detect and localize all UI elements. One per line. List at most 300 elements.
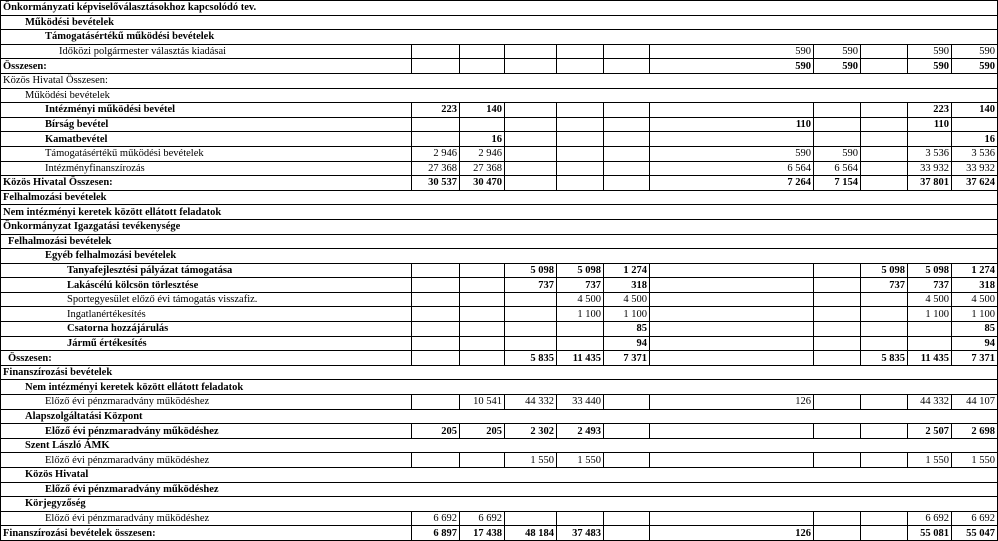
value-cell: [557, 30, 604, 45]
value-cell: [412, 336, 460, 351]
value-cell: [861, 205, 908, 220]
value-cell: [861, 365, 908, 380]
value-cell: [604, 424, 650, 439]
value-cell: [604, 59, 650, 74]
value-cell: [557, 117, 604, 132]
table-row: [1, 88, 998, 103]
value-cell: 27 368: [412, 161, 460, 176]
value-cell: [861, 190, 908, 205]
value-cell: [557, 205, 604, 220]
value-cell: [557, 511, 604, 526]
value-cell: [814, 1, 861, 16]
value-cell: [908, 205, 952, 220]
value-cell: 4 500: [604, 292, 650, 307]
value-cell: [604, 73, 650, 88]
value-cell: [952, 15, 998, 30]
value-cell: [814, 365, 861, 380]
value-cell: 1 550: [952, 453, 998, 468]
table-row: [1, 146, 998, 161]
value-cell: [814, 117, 861, 132]
value-cell: [861, 1, 908, 16]
value-cell: 37 801: [908, 176, 952, 191]
value-cell: 1 274: [604, 263, 650, 278]
value-cell: 17 438: [460, 526, 505, 541]
row-label: Finanszírozási bevételek: [1, 365, 412, 380]
table-row: [1, 263, 998, 278]
value-cell: 48 184: [505, 526, 557, 541]
value-cell: [505, 307, 557, 322]
value-cell: [650, 409, 814, 424]
value-cell: [814, 292, 861, 307]
row-label: Sportegyesület előző évi támogatás visszafiz.: [1, 292, 412, 307]
value-cell: [650, 497, 814, 512]
row-label: Előző évi pénzmaradvány működéshez: [1, 511, 412, 526]
value-cell: [412, 88, 460, 103]
value-cell: [412, 307, 460, 322]
value-cell: [460, 234, 505, 249]
value-cell: [814, 103, 861, 118]
row-label: Önkormányzat Igazgatási tevékenysége: [1, 219, 412, 234]
value-cell: [460, 44, 505, 59]
value-cell: [557, 1, 604, 16]
value-cell: [861, 511, 908, 526]
value-cell: [557, 146, 604, 161]
value-cell: [861, 176, 908, 191]
value-cell: [861, 117, 908, 132]
value-cell: [505, 15, 557, 30]
value-cell: 3 536: [952, 146, 998, 161]
value-cell: [952, 497, 998, 512]
value-cell: 33 932: [952, 161, 998, 176]
value-cell: [814, 263, 861, 278]
value-cell: 7 264: [650, 176, 814, 191]
value-cell: [908, 468, 952, 483]
table-row: [1, 132, 998, 147]
value-cell: [908, 365, 952, 380]
value-cell: 6 897: [412, 526, 460, 541]
value-cell: [412, 365, 460, 380]
value-cell: [861, 59, 908, 74]
row-label: Közös Hivatal Összesen:: [1, 73, 412, 88]
value-cell: 737: [908, 278, 952, 293]
value-cell: 33 440: [557, 395, 604, 410]
value-cell: [814, 190, 861, 205]
value-cell: 6 692: [952, 511, 998, 526]
value-cell: [604, 511, 650, 526]
value-cell: [557, 59, 604, 74]
value-cell: [460, 468, 505, 483]
value-cell: 205: [412, 424, 460, 439]
value-cell: [650, 511, 814, 526]
row-label: Összesen:: [1, 351, 412, 366]
value-cell: [908, 438, 952, 453]
value-cell: [650, 482, 814, 497]
value-cell: [412, 205, 460, 220]
value-cell: 37 624: [952, 176, 998, 191]
value-cell: [505, 511, 557, 526]
value-cell: [604, 44, 650, 59]
value-cell: 30 470: [460, 176, 505, 191]
value-cell: [814, 307, 861, 322]
value-cell: [604, 190, 650, 205]
value-cell: [650, 219, 814, 234]
value-cell: 110: [650, 117, 814, 132]
value-cell: [952, 205, 998, 220]
row-label: Nem intézményi keretek között ellátott feladatok: [1, 380, 412, 395]
value-cell: [814, 424, 861, 439]
value-cell: [908, 497, 952, 512]
value-cell: 737: [505, 278, 557, 293]
row-label: Közös Hivatal: [1, 468, 412, 483]
value-cell: [814, 468, 861, 483]
value-cell: [412, 395, 460, 410]
value-cell: 16: [460, 132, 505, 147]
value-cell: 1 100: [604, 307, 650, 322]
value-cell: [505, 59, 557, 74]
value-cell: 737: [861, 278, 908, 293]
row-label: Előző évi pénzmaradvány működéshez: [1, 453, 412, 468]
value-cell: [557, 336, 604, 351]
value-cell: 2 946: [412, 146, 460, 161]
value-cell: [505, 30, 557, 45]
table-row: [1, 409, 998, 424]
value-cell: [604, 395, 650, 410]
value-cell: 6 692: [412, 511, 460, 526]
value-cell: [861, 438, 908, 453]
value-cell: [604, 234, 650, 249]
row-label: Intézményi működési bevétel: [1, 103, 412, 118]
value-cell: [814, 336, 861, 351]
row-label: Tanyafejlesztési pályázat támogatása: [1, 263, 412, 278]
value-cell: [814, 234, 861, 249]
value-cell: 140: [460, 103, 505, 118]
value-cell: [557, 409, 604, 424]
value-cell: [650, 380, 814, 395]
value-cell: [861, 409, 908, 424]
value-cell: 5 098: [861, 263, 908, 278]
row-label: Támogatásértékű működési bevételek: [1, 30, 412, 45]
table-row: [1, 103, 998, 118]
value-cell: [908, 409, 952, 424]
value-cell: 27 368: [460, 161, 505, 176]
value-cell: [952, 117, 998, 132]
value-cell: [908, 219, 952, 234]
value-cell: [861, 526, 908, 541]
value-cell: [412, 15, 460, 30]
value-cell: [412, 1, 460, 16]
value-cell: [604, 146, 650, 161]
value-cell: 2 493: [557, 424, 604, 439]
value-cell: [650, 132, 814, 147]
value-cell: [650, 292, 814, 307]
value-cell: [412, 409, 460, 424]
value-cell: [557, 190, 604, 205]
value-cell: 140: [952, 103, 998, 118]
value-cell: [505, 365, 557, 380]
value-cell: [460, 365, 505, 380]
value-cell: [952, 190, 998, 205]
value-cell: [650, 234, 814, 249]
value-cell: [952, 365, 998, 380]
value-cell: [861, 132, 908, 147]
value-cell: 1 274: [952, 263, 998, 278]
table-row: [1, 176, 998, 191]
value-cell: [861, 307, 908, 322]
value-cell: [650, 88, 814, 103]
value-cell: [814, 219, 861, 234]
value-cell: [505, 482, 557, 497]
value-cell: 4 500: [557, 292, 604, 307]
table-row: [1, 1, 998, 16]
row-label: Intézményfinanszírozás: [1, 161, 412, 176]
value-cell: [861, 468, 908, 483]
value-cell: [650, 205, 814, 220]
value-cell: [908, 380, 952, 395]
value-cell: [952, 249, 998, 264]
value-cell: [460, 117, 505, 132]
row-label: Ingatlanértékesítés: [1, 307, 412, 322]
table-row: [1, 219, 998, 234]
value-cell: 737: [557, 278, 604, 293]
value-cell: [505, 103, 557, 118]
value-cell: [604, 88, 650, 103]
row-label: Jármű értékesítés: [1, 336, 412, 351]
value-cell: [412, 322, 460, 337]
value-cell: [650, 453, 814, 468]
value-cell: 5 098: [505, 263, 557, 278]
table-row: [1, 468, 998, 483]
value-cell: [861, 453, 908, 468]
value-cell: [460, 59, 505, 74]
value-cell: 94: [952, 336, 998, 351]
value-cell: [460, 482, 505, 497]
value-cell: [814, 453, 861, 468]
value-cell: [557, 468, 604, 483]
value-cell: 2 507: [908, 424, 952, 439]
value-cell: [412, 468, 460, 483]
value-cell: [952, 409, 998, 424]
value-cell: [814, 30, 861, 45]
table-row: [1, 453, 998, 468]
value-cell: [861, 292, 908, 307]
value-cell: [412, 278, 460, 293]
value-cell: 85: [604, 322, 650, 337]
value-cell: 590: [952, 44, 998, 59]
value-cell: [412, 453, 460, 468]
value-cell: [604, 103, 650, 118]
table-row: [1, 424, 998, 439]
value-cell: 44 332: [505, 395, 557, 410]
value-cell: 1 100: [908, 307, 952, 322]
value-cell: 55 081: [908, 526, 952, 541]
value-cell: 6 692: [460, 511, 505, 526]
value-cell: [557, 73, 604, 88]
value-cell: [460, 73, 505, 88]
value-cell: [412, 132, 460, 147]
value-cell: [412, 380, 460, 395]
value-cell: [604, 453, 650, 468]
value-cell: [460, 409, 505, 424]
value-cell: [460, 190, 505, 205]
value-cell: [952, 30, 998, 45]
value-cell: [908, 234, 952, 249]
row-label: Szent László ÁMK: [1, 438, 412, 453]
value-cell: [952, 380, 998, 395]
value-cell: [908, 322, 952, 337]
value-cell: [908, 249, 952, 264]
table-row: [1, 73, 998, 88]
value-cell: [861, 219, 908, 234]
table-row: [1, 438, 998, 453]
row-label: Felhalmozási bevételek: [1, 234, 412, 249]
value-cell: [412, 482, 460, 497]
value-cell: [460, 205, 505, 220]
value-cell: [814, 15, 861, 30]
value-cell: [460, 438, 505, 453]
value-cell: [908, 88, 952, 103]
value-cell: [460, 453, 505, 468]
value-cell: [861, 73, 908, 88]
value-cell: [604, 1, 650, 16]
value-cell: [650, 424, 814, 439]
table-row: [1, 59, 998, 74]
row-label: Előző évi pénzmaradvány működéshez: [1, 424, 412, 439]
value-cell: [460, 278, 505, 293]
value-cell: 44 332: [908, 395, 952, 410]
table-row: [1, 307, 998, 322]
value-cell: 5 098: [557, 263, 604, 278]
value-cell: [505, 161, 557, 176]
value-cell: [557, 438, 604, 453]
table-body: [1, 1, 998, 541]
value-cell: [557, 365, 604, 380]
value-cell: [505, 132, 557, 147]
value-cell: [952, 482, 998, 497]
value-cell: [952, 438, 998, 453]
value-cell: [650, 468, 814, 483]
table-row: [1, 190, 998, 205]
value-cell: [861, 103, 908, 118]
row-label: Felhalmozási bevételek: [1, 190, 412, 205]
value-cell: [861, 30, 908, 45]
value-cell: [460, 263, 505, 278]
value-cell: 318: [952, 278, 998, 293]
value-cell: [412, 190, 460, 205]
value-cell: [604, 176, 650, 191]
value-cell: [505, 234, 557, 249]
value-cell: [557, 249, 604, 264]
value-cell: [650, 263, 814, 278]
value-cell: 4 500: [952, 292, 998, 307]
value-cell: [604, 526, 650, 541]
value-cell: [952, 73, 998, 88]
value-cell: [814, 132, 861, 147]
value-cell: [412, 219, 460, 234]
row-label: Bírság bevétel: [1, 117, 412, 132]
value-cell: [412, 351, 460, 366]
table-row: [1, 511, 998, 526]
row-label: Működési bevételek: [1, 15, 412, 30]
row-label: Önkormányzati képviselőválasztásokhoz kapcsolódó tev.: [1, 1, 412, 16]
value-cell: 6 564: [814, 161, 861, 176]
value-cell: [505, 205, 557, 220]
table-row: [1, 205, 998, 220]
value-cell: 2 302: [505, 424, 557, 439]
value-cell: [861, 146, 908, 161]
value-cell: [505, 468, 557, 483]
value-cell: 590: [814, 146, 861, 161]
value-cell: [460, 30, 505, 45]
value-cell: 6 692: [908, 511, 952, 526]
value-cell: [557, 132, 604, 147]
value-cell: [460, 497, 505, 512]
value-cell: [650, 322, 814, 337]
value-cell: [557, 44, 604, 59]
value-cell: 6 564: [650, 161, 814, 176]
value-cell: 1 100: [557, 307, 604, 322]
table-row: [1, 161, 998, 176]
value-cell: [505, 409, 557, 424]
value-cell: 2 946: [460, 146, 505, 161]
value-cell: [861, 395, 908, 410]
value-cell: [861, 336, 908, 351]
value-cell: 55 047: [952, 526, 998, 541]
value-cell: [814, 380, 861, 395]
value-cell: [557, 161, 604, 176]
value-cell: [557, 176, 604, 191]
value-cell: [604, 380, 650, 395]
value-cell: [908, 132, 952, 147]
row-label: Előző évi pénzmaradvány működéshez: [1, 395, 412, 410]
value-cell: 37 483: [557, 526, 604, 541]
value-cell: [505, 190, 557, 205]
value-cell: [412, 292, 460, 307]
value-cell: [604, 132, 650, 147]
value-cell: [650, 103, 814, 118]
value-cell: [814, 205, 861, 220]
table-row: [1, 365, 998, 380]
value-cell: [908, 1, 952, 16]
value-cell: [861, 497, 908, 512]
value-cell: [604, 482, 650, 497]
value-cell: 16: [952, 132, 998, 147]
value-cell: 85: [952, 322, 998, 337]
value-cell: 5 098: [908, 263, 952, 278]
value-cell: [861, 249, 908, 264]
value-cell: 5 835: [505, 351, 557, 366]
value-cell: [557, 219, 604, 234]
value-cell: 205: [460, 424, 505, 439]
value-cell: [908, 15, 952, 30]
row-label: Összesen:: [1, 59, 412, 74]
table-row: [1, 292, 998, 307]
value-cell: 3 536: [908, 146, 952, 161]
value-cell: [650, 278, 814, 293]
value-cell: [505, 117, 557, 132]
value-cell: [460, 219, 505, 234]
value-cell: [505, 497, 557, 512]
value-cell: [604, 161, 650, 176]
value-cell: [908, 73, 952, 88]
value-cell: 590: [908, 44, 952, 59]
value-cell: [650, 1, 814, 16]
value-cell: [604, 117, 650, 132]
value-cell: 318: [604, 278, 650, 293]
value-cell: [505, 146, 557, 161]
value-cell: [604, 409, 650, 424]
table-row: [1, 30, 998, 45]
value-cell: 1 100: [952, 307, 998, 322]
